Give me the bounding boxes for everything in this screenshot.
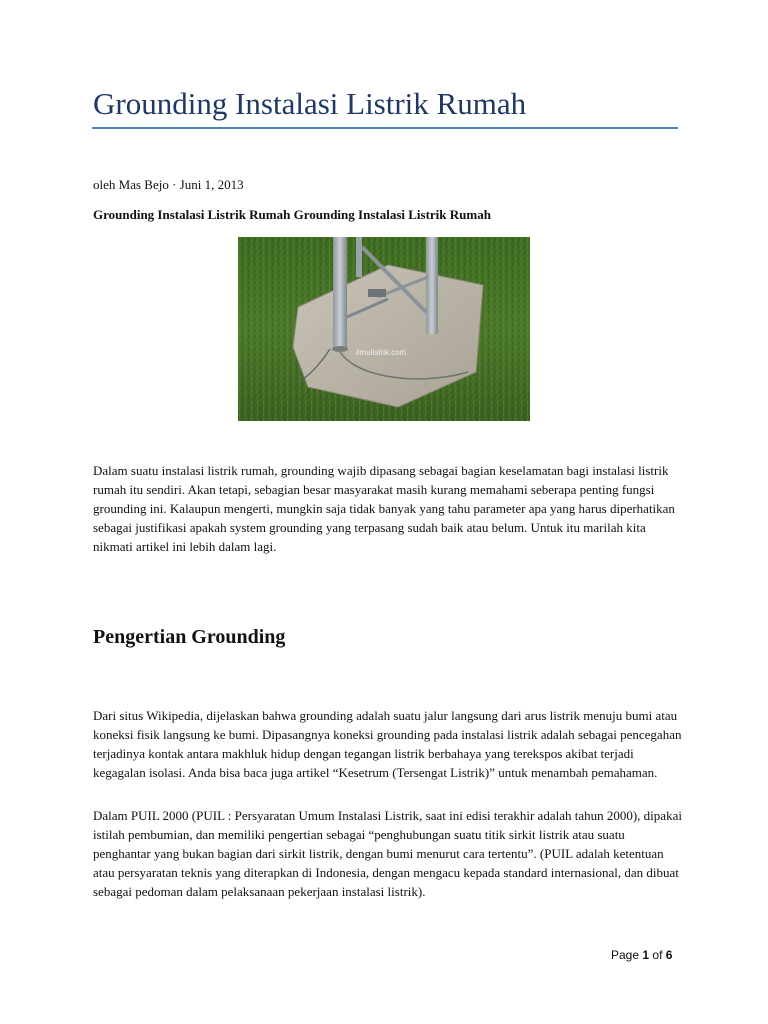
article-subtitle: Grounding Instalasi Listrik Rumah Grounding Instalasi Listrik Rumah — [93, 207, 491, 222]
intro-paragraph: Dalam suatu instalasi listrik rumah, grounding wajib dipasang sebagai bagian keselamatan bagi instalasi listrik rumah itu sendiri. Akan tetapi, sebagian besar masyarakat masih kurang memahami seberapa penting fungsi grounding ini. Kalaupun mengerti, mungkin saja tidak banyak yang tahu parameter apa yang harus diperhatikan sebagai justifikasi apakah system grounding yang terpasang sudah baik atau belum. Untuk itu marilah kita nikmati artikel ini lebih dalam lagi. — [93, 463, 675, 554]
page-total: 6 — [665, 948, 673, 962]
wikipedia-paragraph: Dari situs Wikipedia, dijelaskan bahwa grounding adalah suatu jalur langsung dari arus listrik menuju bumi atau koneksi fisik langsung ke bumi. Dipasangnya koneksi grounding pada instalasi listrik adalah sebagai pencegahan terjadinya kontak antara makhluk hidup dengan tegangan listrik berbahaya yang terekspos akibat terjadi kegagalan isolasi. Anda bisa baca juga artikel “Kesetrum (Tersengat Listrik)” untuk menambah pemahaman. — [93, 708, 682, 780]
photo-watermark: ilmulistrik.com — [356, 348, 407, 357]
puil-paragraph: Dalam PUIL 2000 (PUIL : Persyaratan Umum Instalasi Listrik, saat ini edisi terakhir adalah tahun 2000), dipakai istilah pembumian, dan memiliki pengertian sebagai “penghubungan suatu titik sirkit listrik atau suatu penghantar yang bukan bagian dari sirkit listrik, dengan bumi menurut cara tertentu”. (PUIL adalah ketentuan atau persyaratan teknis yang diterapkan di Indonesia, dengan mengacu kepada standard internasional, dan dibuat sebagai pedoman dalam pelaksanaan pekerjaan instalasi listrik). — [93, 808, 682, 899]
page-number — [611, 947, 672, 963]
page-of: of — [652, 948, 663, 962]
page-word: Page — [611, 948, 640, 962]
grounding-photo — [238, 237, 530, 421]
title-underline — [92, 127, 678, 129]
document-title: Grounding Instalasi Listrik Rumah — [93, 86, 527, 121]
section-heading: Pengertian Grounding — [93, 626, 286, 648]
author-byline: oleh Mas Bejo · Juni 1, 2013 — [93, 177, 244, 192]
page-current: 1 — [642, 948, 650, 962]
